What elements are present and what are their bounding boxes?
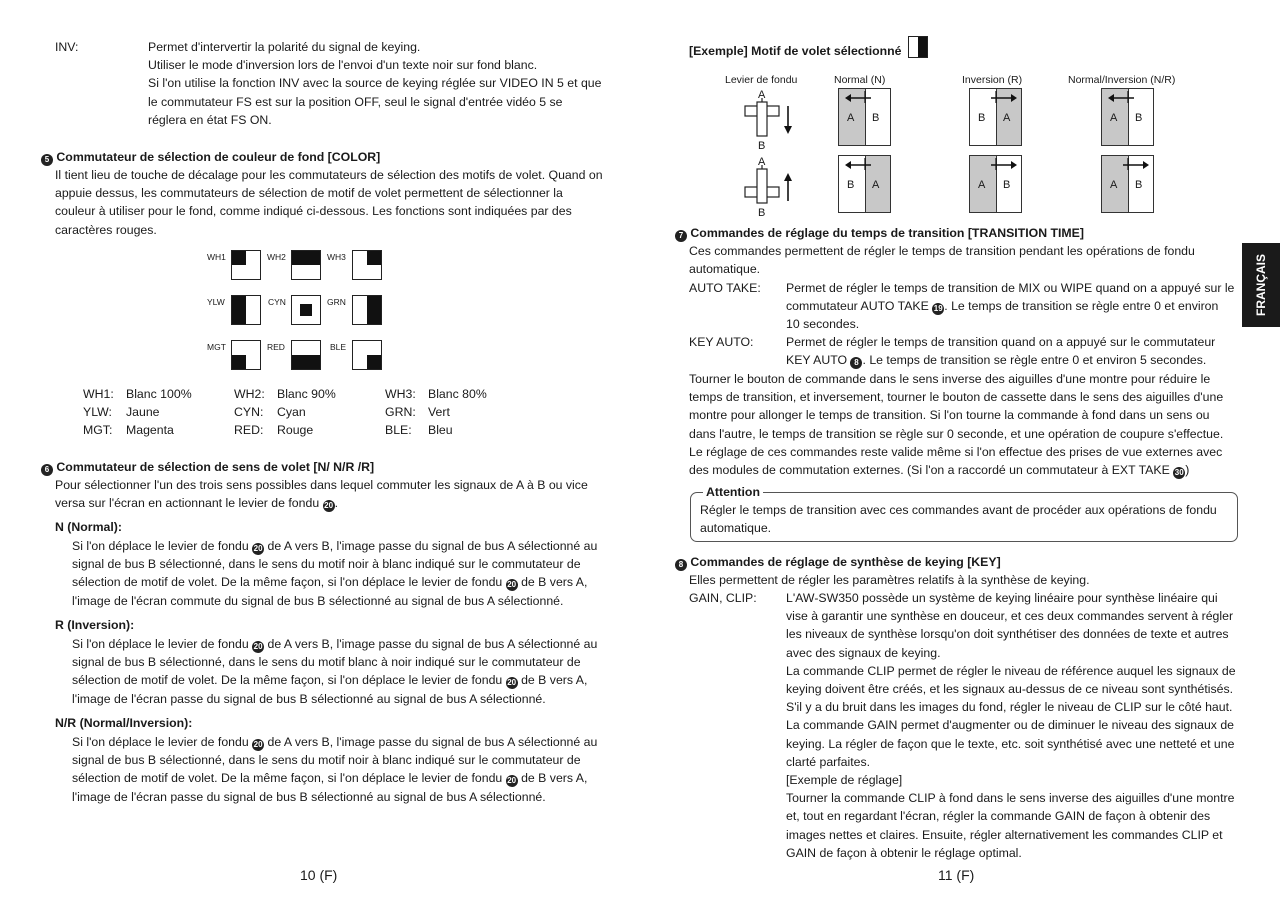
inv-line: Permet d'intervertir la polarité du signal de keying. <box>148 40 421 54</box>
auto-take-body <box>786 279 1234 334</box>
arrow-right-icon <box>970 158 1023 172</box>
legend-value: Blanc 80% <box>428 387 487 401</box>
body-line <box>72 537 597 555</box>
swatch-wh2 <box>291 250 321 280</box>
wipe-inversion-b-to-a <box>969 155 1022 213</box>
body-line: Il tient lieu de touche de décalage pour les commutateurs de sélection des motifs de volet. Quand on <box>55 168 603 182</box>
swatch-label-mgt: MGT <box>207 342 226 352</box>
attention-box <box>690 485 1238 542</box>
circled-number: 5 <box>41 154 53 166</box>
section-5-title: Commutateur de sélection de couleur de fond [COLOR] <box>56 150 381 164</box>
text: KEY AUTO <box>786 353 851 368</box>
body-line: clarté parfaites. <box>786 754 871 769</box>
text: . Le temps de transition se règle entre 0 et environ 5 secondes. <box>862 353 1207 368</box>
text: Si l'on déplace le levier de fondu <box>72 637 253 651</box>
wipe-nr-b-to-a <box>1101 155 1154 213</box>
section-7-title: Commandes de réglage du temps de transition [TRANSITION TIME] <box>690 226 1084 240</box>
swatch-label-cyn: CYN <box>268 297 286 307</box>
key-auto-body <box>786 333 1215 369</box>
language-tab-label: FRANÇAIS <box>1253 254 1268 316</box>
circled-number: 6 <box>41 464 53 476</box>
text: . <box>334 496 338 511</box>
label-a: A <box>1110 179 1118 191</box>
circled-number: 8 <box>675 559 687 571</box>
legend-value: Bleu <box>428 423 453 437</box>
inv-description <box>148 38 601 129</box>
body-line: images nettes et claires. Ensuite, régler alternativement les commandes CLIP et <box>786 827 1223 842</box>
text: versa sur l'écran en actionnant le levier de fondu <box>55 496 323 511</box>
text: de A vers B, l'image passe du signal de bus A sélectionné au <box>264 735 598 749</box>
inversion-body <box>72 635 597 708</box>
body-line: signal de bus B sélectionné, dans le sens du motif noir à blanc indiqué sur le commutateur de <box>72 557 581 572</box>
legend-value: Jaune <box>126 405 160 419</box>
swatch-ylw <box>231 295 261 325</box>
body-line <box>72 769 597 787</box>
normal-body <box>72 537 597 610</box>
body-line: et, tout en regardant l'écran, régler la commande GAIN de façon à obtenir des <box>786 809 1211 824</box>
body-line: avec des signaux de keying. <box>786 645 941 660</box>
arrow-left-icon <box>839 158 892 172</box>
body-line: Pour sélectionner l'un des trois sens possibles dans lequel commuter les signaux de A à B ou vice <box>55 478 588 492</box>
swatch-label-wh2: WH2 <box>267 252 286 262</box>
text: de B vers A, <box>517 673 588 688</box>
legend-value: Cyan <box>277 405 306 419</box>
body-line: La commande CLIP permet de régler le niveau de référence auquel les signaux de <box>786 663 1236 678</box>
body-line: dans l'autre, le temps de transition se règle sur 0 seconde, et une opération de coupure s'effectue. <box>689 426 1224 441</box>
legend-value: Vert <box>428 405 450 419</box>
col-header-normal: Normal (N) <box>834 74 886 86</box>
body-line: temps de transition, et inversement, tourner le bouton de cassette dans le sens des aiguilles d'une <box>689 390 1224 405</box>
swatch-ble <box>352 340 382 370</box>
label-a: A <box>1003 112 1011 124</box>
label-b: B <box>1135 112 1143 124</box>
label-a: A <box>1110 112 1118 124</box>
body-line: l'image de l'écran passe du signal de bus B sélectionné au signal de bus A sélectionné. <box>72 691 546 706</box>
section-8-heading <box>675 553 1001 571</box>
legend-code: CYN: <box>234 405 264 419</box>
inversion-subheading: R (Inversion): <box>55 618 135 632</box>
label-a: A <box>872 179 880 191</box>
swatch-label-ylw: YLW <box>207 297 225 307</box>
body-line: couleur à utiliser pour le fond, comme indiqué ci-dessous. Les fonctions sont indiquées par des <box>55 204 572 219</box>
attention-body <box>700 501 1217 537</box>
body-line: Ces commandes permettent de régler le temps de transition pendant les opérations de fondu <box>689 244 1195 258</box>
circled-number: 20 <box>324 501 334 511</box>
swatch-wh3 <box>352 250 382 280</box>
text: de B vers A, <box>517 575 588 590</box>
body-line <box>72 635 597 653</box>
page-number-right: 11 (F) <box>938 867 975 883</box>
text: de A vers B, l'image passe du signal de bus A sélectionné au <box>264 637 598 651</box>
circled-number: 20 <box>253 740 263 749</box>
arrow-left-icon <box>1102 91 1155 105</box>
label-b: B <box>1135 179 1143 191</box>
body-line: l'image de l'écran commute du signal de bus B sélectionné au signal de bus A sélectionné. <box>72 593 564 608</box>
swatch-grn <box>352 295 382 325</box>
circled-number: 8 <box>850 357 862 369</box>
text: sélection de motif de volet. De la même façon, si l'on déplace le levier de fondu <box>72 575 506 590</box>
body-line: automatique. <box>689 262 761 277</box>
body-line: 10 secondes. <box>786 317 860 332</box>
legend-code: YLW: <box>83 405 112 419</box>
inv-label: INV: <box>55 40 79 54</box>
lever-label-a: A <box>758 156 766 168</box>
body-line: Le réglage de ces commandes reste valide même si l'on effectue des prises de vue externes avec <box>689 444 1223 459</box>
circled-number: 20 <box>507 776 517 786</box>
section-6-intro <box>55 476 588 512</box>
wipe-pattern-icon <box>908 36 928 58</box>
swatch-label-red: RED <box>267 342 285 352</box>
text: de B vers A, <box>517 771 588 786</box>
label-a: A <box>978 179 986 191</box>
circled-number: 20 <box>507 678 517 688</box>
body-line: signal de bus B sélectionné, dans le sens du motif blanc à noir indiqué sur le commutateur de <box>72 655 581 670</box>
body-line: Permet de régler le temps de transition de MIX ou WIPE quand on a appuyé sur le <box>786 281 1235 295</box>
body-line: keying. La régler de façon que le texte, etc. soit synthétisé avec une netteté et une <box>786 736 1235 751</box>
legend-code: MGT: <box>83 423 113 437</box>
wipe-normal-a-to-b <box>838 88 891 146</box>
swatch-mgt <box>231 340 261 370</box>
normal-inversion-body <box>72 733 597 806</box>
gain-clip-label: GAIN, CLIP: <box>689 591 757 605</box>
auto-take-label: AUTO TAKE: <box>689 281 761 295</box>
example-heading <box>689 42 902 60</box>
inv-line: Utiliser le mode d'inversion lors de l'envoi d'un texte noir sur fond blanc. <box>148 58 538 73</box>
legend-code: WH1: <box>83 387 114 401</box>
legend-code: GRN: <box>385 405 416 419</box>
swatch-label-wh3: WH3 <box>327 252 346 262</box>
section-7-intro <box>689 242 1195 278</box>
inv-line: le commutateur FS est sur la position OFF, seul le signal d'entrée vidéo 5 se <box>148 94 563 109</box>
body-line: L'AW-SW350 possède un système de keying linéaire pour synthèse linéaire qui <box>786 591 1218 605</box>
body-line: appuie dessus, les commutateurs de sélection de motif de volet permettent de sélectionner la <box>55 186 563 201</box>
body-line <box>786 297 1234 315</box>
swatch-label-grn: GRN <box>327 297 346 307</box>
wipe-nr-a-to-b <box>1101 88 1154 146</box>
text: ) <box>1185 463 1190 478</box>
body-line: automatique. <box>700 521 772 536</box>
normal-subheading: N (Normal): <box>55 520 122 534</box>
text: sélection de motif de volet. De la même façon, si l'on déplace le levier de fondu <box>72 771 506 786</box>
body-line: GAIN de façon à obtenir le réglage optimal. <box>786 845 1022 860</box>
body-line: [Exemple de réglage] <box>786 773 903 788</box>
section-5-heading <box>41 148 380 166</box>
circled-number: 20 <box>507 580 517 590</box>
label-b: B <box>872 112 880 124</box>
section-7-paragraph <box>689 370 1223 479</box>
arrow-left-icon <box>839 91 892 105</box>
swatch-wh1 <box>231 250 261 280</box>
body-line: montre pour allonger le temps de transition. Si l'on tourne la commande à fond dans un sens ou <box>689 408 1210 423</box>
body-line: Tourner le bouton de commande dans le sens inverse des aiguilles d'une montre pour réduire le <box>689 372 1211 386</box>
text: de A vers B, l'image passe du signal de bus A sélectionné au <box>264 539 598 553</box>
normal-inversion-subheading: N/R (Normal/Inversion): <box>55 716 193 730</box>
label-b: B <box>978 112 986 124</box>
label-b: B <box>847 179 855 191</box>
text: Si l'on déplace le levier de fondu <box>72 735 253 749</box>
col-header-inversion: Inversion (R) <box>962 74 1023 86</box>
key-auto-label: KEY AUTO: <box>689 335 754 349</box>
legend-code: RED: <box>234 423 264 437</box>
legend-code: WH3: <box>385 387 416 401</box>
inv-line: Si l'on utilise la fonction INV avec la source de keying réglée sur VIDEO IN 5 et que <box>148 76 602 91</box>
circled-number: 7 <box>675 230 687 242</box>
section-7-heading <box>675 224 1084 242</box>
lever-label-a: A <box>758 89 766 101</box>
arrow-right-icon <box>970 91 1023 105</box>
circled-number: 20 <box>253 642 263 651</box>
text: . Le temps de transition se règle entre 0 et environ <box>944 299 1219 314</box>
circled-number: 30 <box>1174 468 1184 478</box>
legend-code: BLE: <box>385 423 412 437</box>
gain-clip-body <box>786 589 1236 862</box>
fader-lever-down-icon <box>740 98 800 138</box>
body-line: Régler le temps de transition avec ces commandes avant de procéder aux opérations de fondu <box>700 503 1217 517</box>
body-line <box>786 351 1215 369</box>
section-5-body <box>55 166 603 239</box>
legend-value: Blanc 100% <box>126 387 192 401</box>
text: sélection de motif de volet. De la même façon, si l'on déplace le levier de fondu <box>72 673 506 688</box>
attention-title: Attention <box>703 483 763 501</box>
col-header-nr: Normal/Inversion (N/R) <box>1068 74 1176 86</box>
text: Si l'on déplace le levier de fondu <box>72 539 253 553</box>
circled-number: 20 <box>253 544 263 553</box>
language-tab <box>1242 243 1280 327</box>
body-line: Tourner la commande CLIP à fond dans le sens inverse des aiguilles d'une montre <box>786 791 1235 806</box>
section-6-heading <box>41 458 374 476</box>
body-line: vise à garantir une synthèse en douceur, et ces deux commandes servent à régler <box>786 609 1234 624</box>
legend-value: Rouge <box>277 423 314 437</box>
section-8-title: Commandes de réglage de synthèse de keying [KEY] <box>690 555 1001 569</box>
legend-code: WH2: <box>234 387 265 401</box>
swatch-label-ble: BLE <box>330 342 347 352</box>
lever-label-b: B <box>758 140 766 152</box>
section-8-intro: Elles permettent de régler les paramètres relatifs à la synthèse de keying. <box>689 573 1090 587</box>
body-line <box>72 733 597 751</box>
fader-lever-up-icon <box>740 165 800 205</box>
circled-number: 19 <box>933 304 943 314</box>
section-6-title: Commutateur de sélection de sens de volet [N/ N/R /R] <box>56 460 375 474</box>
arrow-right-icon <box>1102 158 1155 172</box>
legend-value: Magenta <box>126 423 174 437</box>
example-title: [Exemple] Motif de volet sélectionné <box>689 44 902 58</box>
body-line <box>55 494 588 512</box>
body-line: La commande GAIN permet d'augmenter ou de diminuer le niveau des signaux de <box>786 718 1235 733</box>
body-line: Permet de régler le temps de transition quand on a appuyé sur le commutateur <box>786 335 1216 349</box>
page-number-left: 10 (F) <box>300 867 338 883</box>
swatch-red <box>291 340 321 370</box>
inv-line: réglera en état FS ON. <box>148 112 272 127</box>
body-line: l'image de l'écran passe du signal de bus B sélectionné au signal de bus A sélectionné. <box>72 789 546 804</box>
body-line: les niveaux de synthèse lorsqu'on doit synthétiser des données de texte et autres <box>786 627 1229 642</box>
text: des modules de commutation externes. (Si l'on a raccordé un commutateur à EXT TAKE <box>689 463 1174 478</box>
body-line <box>72 671 597 689</box>
wipe-inversion-a-to-b <box>969 88 1022 146</box>
label-b: B <box>1003 179 1011 191</box>
text: commutateur AUTO TAKE <box>786 299 933 314</box>
body-line: S'il y a du bruit dans les images du fond, régler le niveau de CLIP sur le côté haut. <box>786 700 1233 715</box>
wipe-normal-b-to-a <box>838 155 891 213</box>
body-line <box>72 573 597 591</box>
swatch-label-wh1: WH1 <box>207 252 226 262</box>
body-line: keying doivent être créés, et les signaux au-dessus de ce niveau sont synthétisés. <box>786 682 1234 697</box>
label-a: A <box>847 112 855 124</box>
swatch-cyn <box>291 295 321 325</box>
lever-label-b: B <box>758 207 766 219</box>
body-line: signal de bus B sélectionné, dans le sens du motif noir à blanc indiqué sur le commutateur de <box>72 753 581 768</box>
body-line: caractères rouges. <box>55 222 157 237</box>
body-line <box>689 461 1223 479</box>
col-header-lever: Levier de fondu <box>725 74 798 86</box>
legend-value: Blanc 90% <box>277 387 336 401</box>
